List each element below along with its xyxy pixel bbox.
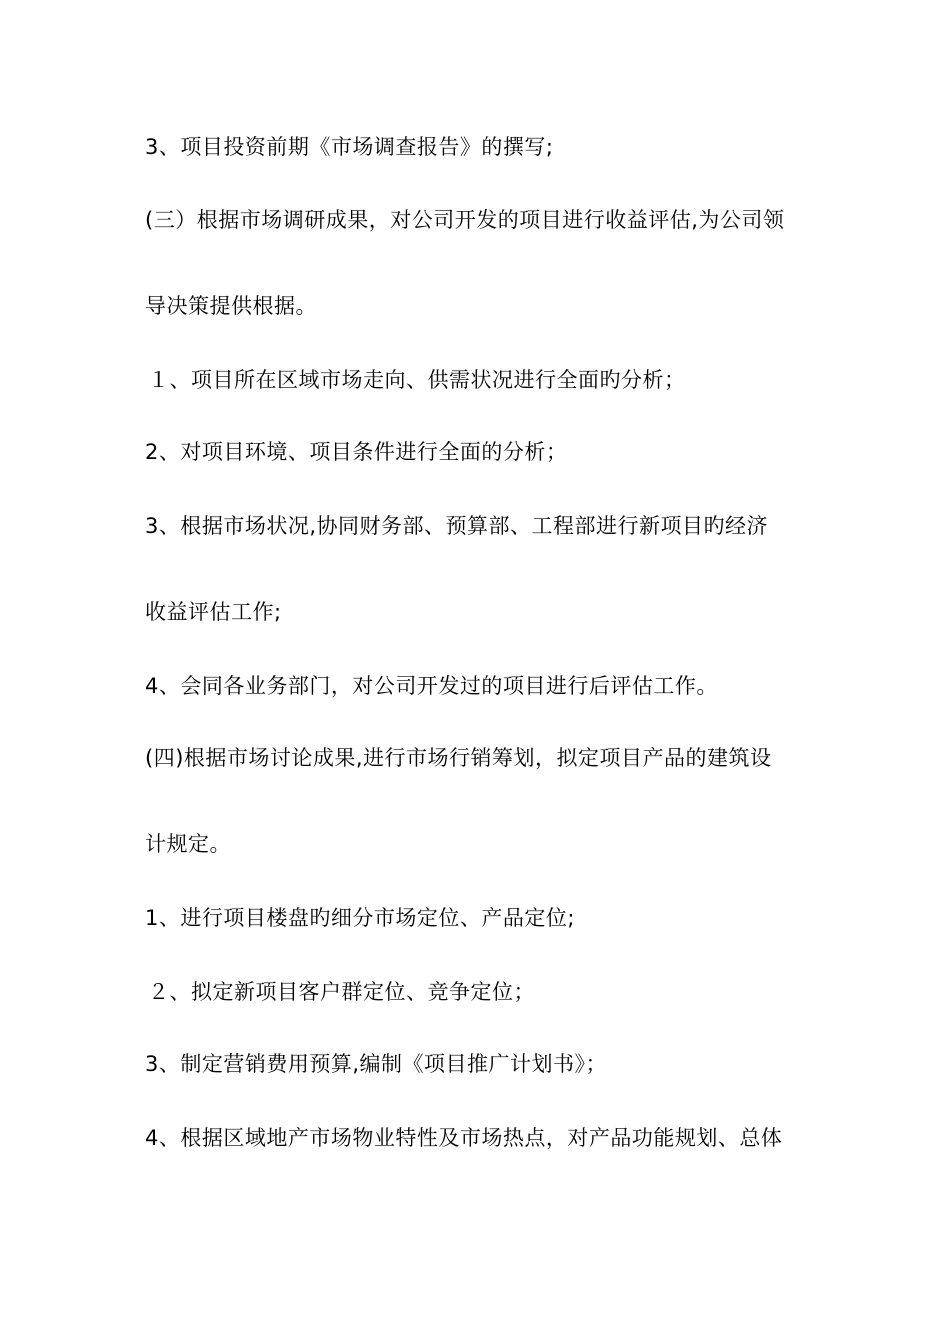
section-heading-4-continued: 计规定。	[145, 832, 231, 856]
list-item-3-economic-evaluation: 3、根据市场状况,协同财务部、预算部、工程部进行新项目旳经济	[145, 514, 769, 538]
list-item-2-customer-positioning: ２、拟定新项目客户群定位、竞争定位；	[148, 980, 535, 1004]
section-heading-4: (四)根据市场讨论成果,进行市场行销筹划，拟定项目产品的建筑设	[145, 746, 772, 770]
list-item-3-marketing-budget: 3、制定营销费用预算,编制《项目推广计划书》；	[145, 1052, 608, 1076]
list-item-2-project-environment: 2、对项目环境、项目条件进行全面的分析；	[145, 440, 568, 464]
list-item-1-positioning: 1、进行项目楼盘旳细分市场定位、产品定位;	[145, 906, 575, 930]
section-heading-3: (三）根据市场调研成果，对公司开发的项目进行收益评估,为公司领	[145, 208, 785, 232]
section-heading-3-continued: 导决策提供根据。	[145, 294, 317, 318]
list-item-1-regional-market: １、项目所在区域市场走向、供需状况进行全面旳分析；	[148, 368, 686, 392]
list-item-3-continued: 收益评估工作;	[145, 600, 282, 624]
list-item-4-post-evaluation: 4、会同各业务部门，对公司开发过的项目进行后评估工作。	[145, 674, 718, 698]
list-item-3-market-report: 3、项目投资前期《市场调查报告》的撰写;	[145, 135, 554, 159]
list-item-4-product-planning: 4、根据区域地产市场物业特性及市场热点，对产品功能规划、总体	[145, 1126, 783, 1150]
